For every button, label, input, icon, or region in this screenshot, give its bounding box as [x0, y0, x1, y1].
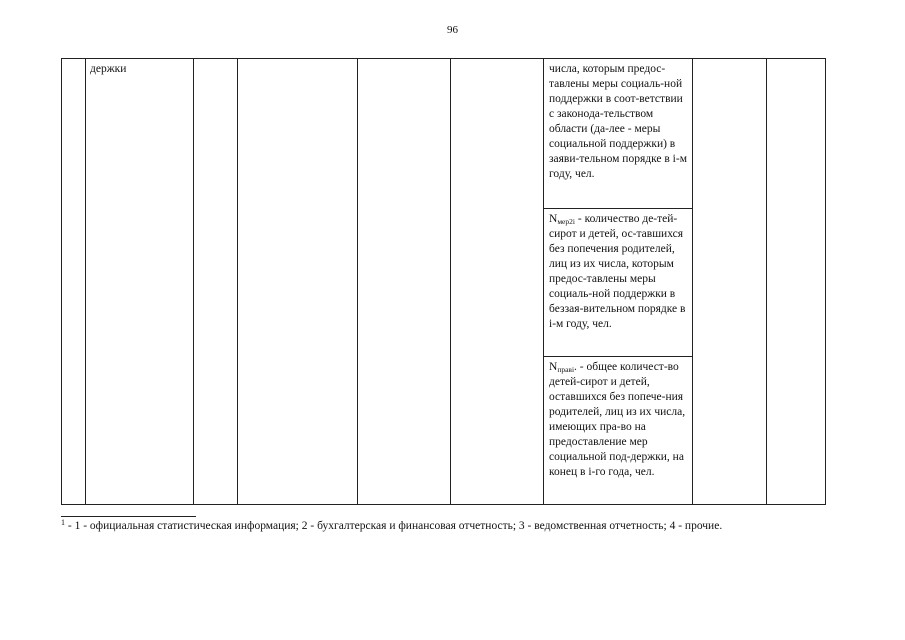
- footnote: [61, 519, 722, 533]
- description-subscript: правi: [557, 365, 575, 374]
- footnote-text: - 1 - официальная статистическая информация; 2 - бухгалтерская и финансовая отчетность; 3 - ведомственная отчетность; 4 - прочие.: [65, 520, 723, 532]
- table-cell-col5: [358, 59, 451, 505]
- description-cell: [544, 209, 693, 357]
- description-text: [544, 209, 692, 334]
- description-body: числа, которым предос-тавлены меры социаль-ной поддержки в соот-ветствии с законода-тельством области (да-лее - меры социальной поддержки) в заяви-тельном порядке в i-м году, чел.: [549, 63, 687, 180]
- description-body: - количество де-тей-сирот и детей, ос-тавшихся без попечения родителей, лиц из их числа, которым предос-тавлены меры социаль-ной поддержки в беззая-вительном порядке в i-м году, чел.: [549, 213, 686, 330]
- table-cell-col4: [238, 59, 358, 505]
- table-cell-col1: [62, 59, 86, 505]
- description-text: [544, 357, 692, 482]
- footnote-rule: [61, 516, 196, 517]
- indicator-table: [61, 58, 826, 505]
- description-symbol: N: [549, 213, 558, 225]
- footnote-marker: 1: [61, 518, 65, 527]
- table-cell-col2-text: держки: [90, 63, 127, 75]
- description-text: [544, 59, 692, 184]
- description-symbol: N: [549, 361, 558, 373]
- description-body: . - общее количест-во детей-сирот и детей, оставшихся без попече-ния родителей, лиц из их числа, имеющих пра-во на предоставление мер социальной под-держки, на конец в i-го года, чел.: [549, 361, 686, 478]
- table-cell-col8: [693, 59, 767, 505]
- description-cell: [544, 357, 693, 505]
- table-cell-col2: [86, 59, 194, 505]
- page-number: 96: [447, 24, 458, 36]
- description-cell: [544, 59, 693, 209]
- table-cell-col3: [194, 59, 238, 505]
- table-cell-col6: [451, 59, 544, 505]
- table-cell-col9: [767, 59, 826, 505]
- description-subscript: мер2i: [557, 217, 575, 226]
